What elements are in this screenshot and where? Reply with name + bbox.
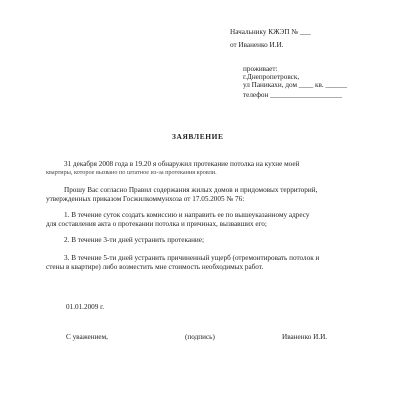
- item-3-line-2: стены в квартире) либо возместить мне стоимость необходимых работ.: [46, 263, 264, 271]
- resides-label: проживает:: [243, 65, 278, 73]
- phone-line: телефон ____________________: [243, 91, 342, 99]
- request-line-2: утвержденных приказом Госжилкоммунхоза от 17.05.2005 № 76:: [46, 195, 245, 203]
- document-title: ЗАЯВЛЕНИЕ: [172, 132, 224, 141]
- item-3-line-1: 3. В течение 5-ти дней устранить причиненный ущерб (отремонтировать потолок и: [64, 254, 320, 262]
- item-1-line-1: 1. В течение суток создать комиссию и направить ее по вышеуказанному адресу: [64, 211, 310, 219]
- closing-phrase: С уважением,: [66, 333, 108, 341]
- intro-line-1: 31 декабря 2008 года в 19.20 я обнаружил протекание потолка на кухне моей: [64, 160, 300, 168]
- city-line: г.Днепропетровск,: [243, 73, 300, 81]
- signature-label: (подпись): [185, 333, 215, 341]
- address-line: ул Паникахи, дом ____ кв. ______: [243, 81, 348, 89]
- item-1-line-2: для составления акта о протекании потолка и причинах, вызвавших его;: [46, 220, 267, 228]
- signer-name: Иваненко И.И.: [282, 333, 328, 341]
- item-2-line-1: 2. В течение 3-ти дней устранить протекание;: [64, 236, 204, 244]
- intro-line-2: квартиры, которое вызвано по штатное из-за протекания кровли.: [46, 169, 217, 176]
- request-line-1: Прошу Вас согласно Правил содержания жилых домов и придомовых территорий,: [64, 186, 318, 194]
- recipient-line: Начальнику КЖЭП № ___: [230, 28, 311, 36]
- sender-line: от Иваненко И.И.: [230, 41, 284, 49]
- document-date: 01.01.2009 г.: [66, 303, 105, 311]
